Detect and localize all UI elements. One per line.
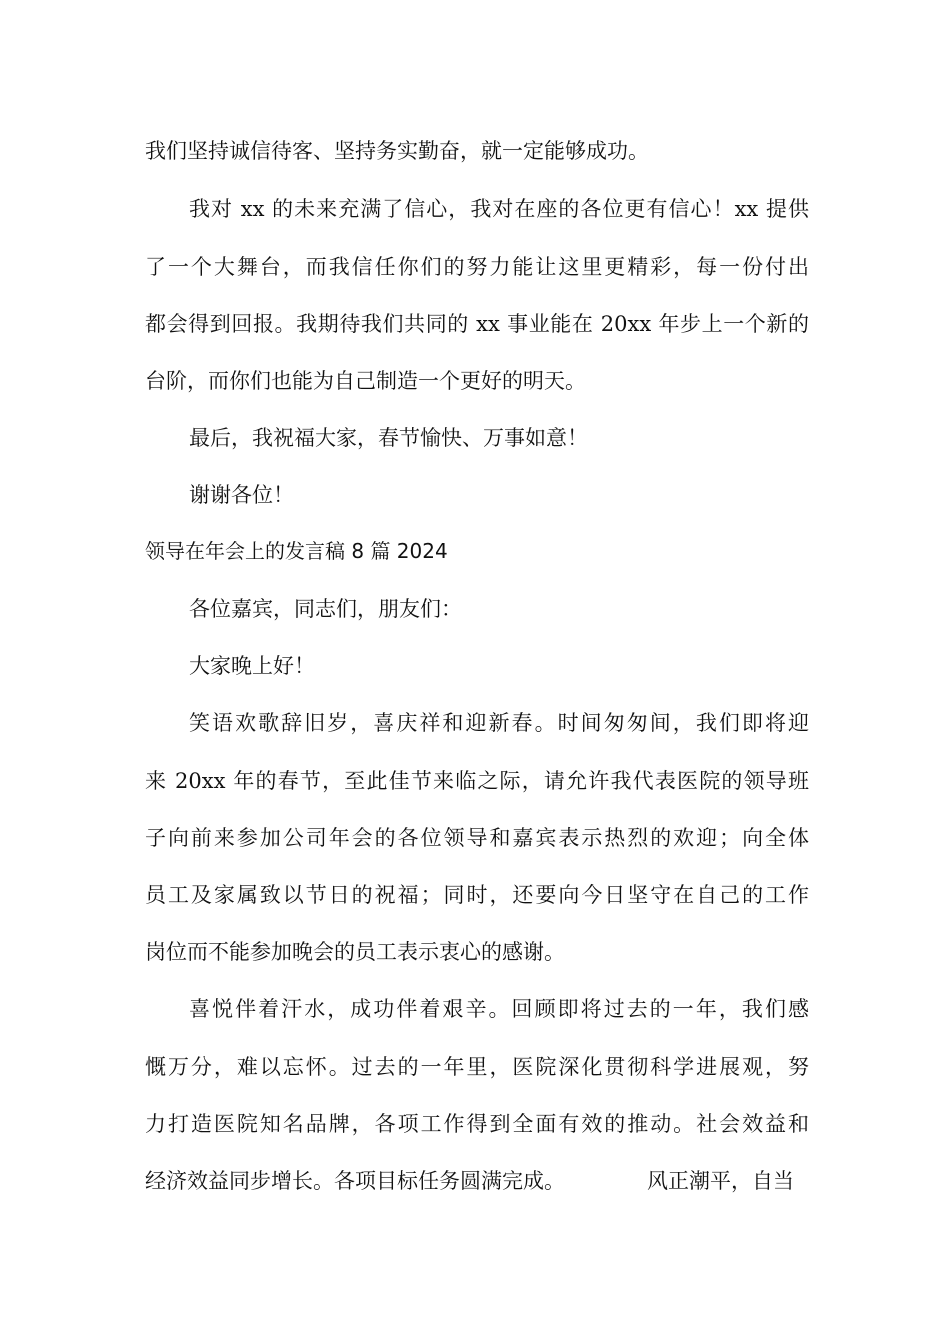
paragraph-line: 子向前来参加公司年会的各位领导和嘉宾表示热烈的欢迎；向全体 [145,826,809,850]
paragraph-line: 台阶，而你们也能为自己制造一个更好的明天。 [145,369,586,393]
paragraph-line: 都会得到回报。我期待我们共同的 xx 事业能在 20xx 年步上一个新的 [145,312,809,336]
paragraph-line: 笑语欢歌辞旧岁，喜庆祥和迎新春。时间匆匆间，我们即将迎 [189,711,809,735]
paragraph-line: 来 20xx 年的春节，至此佳节来临之际，请允许我代表医院的领导班 [145,769,809,793]
section-heading: 领导在年会上的发言稿 8 篇 2024 [145,539,448,563]
paragraph-line: 我对 xx 的未来充满了信心，我对在座的各位更有信心！xx 提供 [189,197,809,221]
paragraph-line: 力打造医院知名品牌，各项工作得到全面有效的推动。社会效益和 [145,1112,809,1136]
paragraph-line: 喜悦伴着汗水，成功伴着艰辛。回顾即将过去的一年，我们感 [189,997,809,1021]
paragraph-line: 谢谢各位！ [189,483,294,507]
paragraph-line: 各位嘉宾，同志们，朋友们： [189,597,462,621]
paragraph-line: 最后，我祝福大家，春节愉快、万事如意！ [189,426,588,450]
paragraph-line: 了一个大舞台，而我信任你们的努力能让这里更精彩，每一份付出 [145,255,809,279]
paragraph-line: 员工及家属致以节日的祝福；同时，还要向今日坚守在自己的工作 [145,883,809,907]
paragraph-line: 我们坚持诚信待客、坚持务实勤奋，就一定能够成功。 [145,139,649,163]
paragraph-line: 慨万分，难以忘怀。过去的一年里，医院深化贯彻科学进展观，努 [145,1055,809,1079]
paragraph-line: 大家晚上好！ [189,654,315,678]
paragraph-line: 经济效益同步增长。各项目标任务圆满完成。 [145,1169,565,1193]
paragraph-line: 岗位而不能参加晚会的员工表示衷心的感谢。 [145,940,565,964]
paragraph-line-continuation: 风正潮平，自当 [647,1169,794,1193]
